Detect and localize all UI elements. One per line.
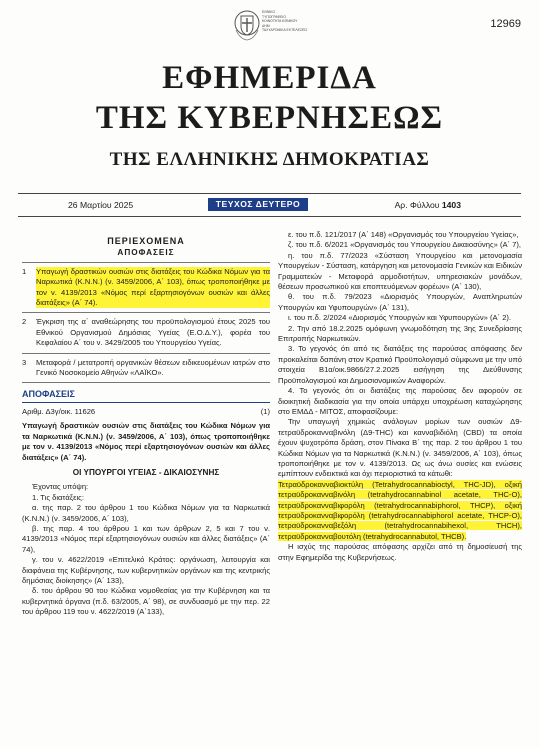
paragraph: 2. Την από 18.2.2025 ομόφωνη γνωμοδότηση της 3ης Συνεδρίασης Επιτροπής Ναρκωτικών. <box>278 323 522 344</box>
toc-item-text: Μεταφορά / μετατροπή οργανικών θέσεων ειδικευομένων ιατρών στο Γενικό Νοσοκομείο Αθηνών «ΛΑΪΚΟ». <box>36 357 270 378</box>
toc-item-text: Υπαγωγή δραστικών ουσιών στις διατάξεις του Κώδικα Νόμων για τα Ναρκωτικά (Κ.Ν.Ν.) (ν. 3459/2006, Α΄ 103), όπως τροποποιήθηκε με τον ν. 4139/2013 «Νόμος περί εξαρτησιογόνων ουσιών και άλλες διατάξεις» (Α΄ 74). <box>36 266 270 308</box>
decisions-heading: ΑΠΟΦΑΣΕΙΣ <box>22 389 270 402</box>
header-rule-top <box>18 193 521 194</box>
paragraph: ι. του π.δ. 2/2024 «Διορισμός Υπουργών και Υφυπουργών» (Α΄ 2). <box>288 313 512 323</box>
decision-title: Υπαγωγή δραστικών ουσιών στις διατάξεις του Κώδικα Νόμων για τα Ναρκωτικά (Κ.Ν.Ν.) (ν. 3459/2006, Α΄ 103), όπως τροποποιήθηκε με τον ν. 4139/2013 «Νόμος περί εξαρτησιογόνων ουσιών και άλλες διατάξεις» (Α΄ 74). <box>22 421 270 462</box>
paragraph: 3. Το γεγονός ότι από τις διατάξεις της παρούσας απόφασης δεν προκαλείται δαπάνη στον Κρατικό Προϋπολογισμό σύμφωνα με την υπό στοιχεία Β1α/οικ.9866/27.2.2025 εισήγηση της Διεύθυνσης Προϋπολογισμού και Δημοσιονομικών Αναφορών. <box>278 344 522 385</box>
paragraph: θ. του π.δ. 79/2023 «Διορισμός Υπουργών, Αναπληρωτών Υπουργών και Υφυπουργών» (Α΄ 131), <box>278 292 522 312</box>
paragraph: δ. του άρθρου 90 του Κώδικα νομοθεσίας για την Κυβέρνηση και τα κυβερνητικά όργανα (π.δ. 63/2005, Α΄ 98), σε συνδυασμό με την περ. 22 του άρθρου 119 του ν. 4622/2019 (Α΄133), <box>22 586 270 617</box>
paragraph: ζ. του π.δ. 6/2021 «Οργανισμός του Υπουργείου Δικαιοσύνης» (Α΄ 7), <box>288 240 522 250</box>
toc-heading: ΠΕΡΙΕΧΟΜΕΝΑ <box>107 236 185 246</box>
paragraph: β. της παρ. 4 του άρθρου 1 και των άρθρων 2, 5 και 7 του ν. 4139/2013 «Νόμος περί εξαρτησιογόνων ουσιών και άλλες διατάξεις» (Α΄ 74), <box>22 523 270 554</box>
paragraph: 1. Τις διατάξεις: <box>32 492 84 502</box>
issue-header <box>18 198 521 212</box>
paragraph: ε. του π.δ. 121/2017 (Α΄ 148) «Οργανισμός του Υπουργείου Υγείας», <box>288 230 519 239</box>
paragraph: Την υπαγωγή χημικώς ανάλογων μορίων των ουσιών Δ9-τετραϋδροκανναβινόλη (Δ9-THC) και κανναβιδιόλη (CBD) τα οποία έχουν ψυχοτρόπα δράση, στον Πίνακα Β΄ της παρ. 2 του άρθρου 1 του Κώδικα Νόμων για τα Ναρκωτικά (Κ.Ν.Ν.) (ν. 3459/2006, Α΄ 103), όπως τροποποιήθηκε με τον ν. 4139/2013. Ως ως άνω ουσίες και ενώσεις εμπίπτουν ενδεικτικά και όχι περιοριστικά τα κάτωθι: <box>278 417 522 479</box>
ministers-heading: ΟΙ ΥΠΟΥΡΓΟΙ ΥΓΕΙΑΣ - ΔΙΚΑΙΟΣΥΝΗΣ <box>72 467 220 477</box>
toc-section: ΑΠΟΦΑΣΕΙΣ <box>117 248 175 258</box>
gazette-title: ΕΦΗΜΕΡΙΔΑ <box>162 60 377 96</box>
coat-of-arms-icon <box>232 8 262 42</box>
series-badge: ΤΕΥΧΟΣ ΔΕΥΤΕΡΟ <box>208 198 308 211</box>
issue-date: 26 Μαρτίου 2025 <box>68 200 134 210</box>
paragraph: α. της παρ. 2 του άρθρου 1 του Κώδικα Νόμων για τα Ναρκωτικά (Κ.Ν.Ν.) (ν. 3459/2006, Α΄ 103), <box>22 503 270 523</box>
toc-item-text: Έγκριση της α΄ αναθεώρησης του προϋπολογισμού έτους 2025 του Εθνικού Οργανισμού Δημόσιας Υγείας (Ε.Ο.Δ.Υ.), φορέα του Κεφαλαίου Α΄ του ν. 3429/2005 του Υπουργείου Υγείας. <box>36 317 270 348</box>
toc-item[interactable]: 1 Υπαγωγή δραστικών ουσιών στις διατάξεις του Κώδικα Νόμων για τα Ναρκωτικά (Κ.Ν.Ν.) (ν. 3459/2006, Α΄ 103), όπως τροποποιήθηκε με τον ν. 4139/2013 «Νόμος περί εξαρτησιογόνων ουσιών και άλλες διατάξεις» (Α΄ 74). <box>22 262 270 313</box>
gazette-title-line2: ΤΗΣ ΚΥΒΕΡΝΗΣΕΩΣ <box>95 100 444 136</box>
paragraph: Η ισχύς της παρούσας απόφασης αρχίζει από τη δημοσίευσή της στην Εφημερίδα της Κυβερνήσεως. <box>278 542 522 562</box>
decision-reference: Αριθμ. Δ3γ/οικ. 11626 (1) <box>22 406 270 416</box>
paragraph: γ. του ν. 4622/2019 «Επιτελικό Κράτος: οργάνωση, λειτουργία και διαφάνεια της Κυβέρνησης, των κυβερνητικών οργάνων και της κεντρικής δημόσιας διοίκησης» (Α΄ 133), <box>22 555 270 585</box>
masthead-small-print: ΕΘΝΙΚΟ ΤΥΠΟΓΡΑΦΕΙΟ ΚΟΙΝΟΤΗΤΑ ΕΘΝΙΚΟΥ ΔΗΜ ΤΑΧΥΔΡΟΜΙΚΑ ΕΚΤΕΛΕΣΕΙΣ <box>262 10 308 33</box>
substance-list: Τετραϋδροκανναβιοκτύλη (Tetrahydrocannabioctyl, THC-JD), οξική τετραϋδροκανναβινόλη (tetrahydrocannabinol acetate, THC-O), τετραϋδροκανναβιφορόλη (tetrahydrocannabiphorol, THCP), οξική τετραϋδροκανναβιφορόλη (tetrahydrocannabiphorol acetate, THCP-O), τετραϋδροκανναβεξόλη (tetrahydrocannabihexol, THCH), τετραϋδροκανναβουτόλη (tetrahydrocannabutol, THCB). <box>278 479 522 541</box>
gazette-subtitle: ΤΗΣ ΕΛΛΗΝΙΚΗΣ ΔΗΜΟΚΡΑΤΙΑΣ <box>109 149 430 170</box>
issue-number: 12969 <box>490 18 521 30</box>
paragraph: Έχοντας υπόψη: <box>32 482 89 492</box>
sheet-number: Αρ. Φύλλου 1403 <box>394 200 461 210</box>
toc-item[interactable]: 2 Έγκριση της α΄ αναθεώρησης του προϋπολογισμού έτους 2025 του Εθνικού Οργανισμού Δημόσιας Υγείας (Ε.Ο.Δ.Υ.), φορέα του Κεφαλαίου Α΄ του ν. 3429/2005 του Υπουργείου Υγείας. <box>22 312 270 352</box>
right-column <box>278 230 522 563</box>
toc-item[interactable]: 3 Μεταφορά / μετατροπή οργανικών θέσεων ειδικευομένων ιατρών στο Γενικό Νοσοκομείο Αθηνών «ΛΑΪΚΟ». <box>22 353 270 384</box>
paragraph: η. του π.δ. 77/2023 «Σύσταση Υπουργείου και μετονομασία Υπουργείων - Σύσταση, κατάργηση και μετονομασία Γενικών και Ειδικών Γραμματειών - Μεταφορά αρμοδιοτήτων, υπηρεσιακών μονάδων, θέσεων προσωπικού και εποπτευόμενων φορέων» (Α΄ 130), <box>278 250 522 292</box>
left-column <box>22 230 270 618</box>
header-rule-bottom <box>18 216 521 217</box>
paragraph: 4. Το γεγονός ότι οι διατάξεις της παρούσας δεν αφορούν σε διοικητική διαδικασία για την οποία υπάρχει υποχρέωση καταχώρησης στο ΕΜΔΔ - ΜΙΤΟΣ, αποφασίζουμε: <box>278 386 522 416</box>
